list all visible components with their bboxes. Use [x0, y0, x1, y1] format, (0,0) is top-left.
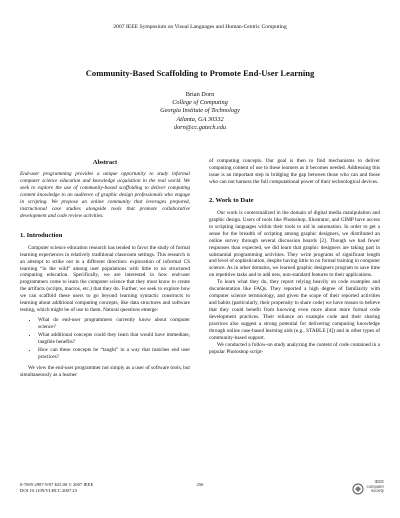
section-2-paragraph-1: Our work is contextualized in the domain of digital media manipulation and graphic design. Users of tools like Photoshop, Illustrator, and GIMP have access to scripting languages within their tools to aid in automation. In order to get a sense for the breadth of scripting among graphic designers, we distributed an online survey through several discussion boards [2]. Though we had fewer responses than expected, we did learn that graphic designers are taking part in substantial programming activities. They write programs of significant length and level of sophistication, despite having little to no formal training in computer science. As in other domains, we learned graphic designers program to save time on repetitive tasks and to add new, non-standard features to their applications. — [209, 209, 380, 279]
page-number: 256 — [196, 482, 204, 487]
intro-paragraph-2: We view the end-user programmer not simply as a user of software tools, but simultaneously as a learner — [20, 364, 190, 378]
logo-text-line-1: IEEE — [374, 479, 384, 484]
author-location: Atlanta, GA 30332 — [176, 115, 224, 123]
footer-doi: DOI 10.1109/VLHCC.2007.23 — [20, 488, 77, 493]
list-item: • What additional concepts could they learn that would have immediate, tangible benefits? — [38, 332, 190, 346]
author-affiliation-2: Georgia Institute of Technology — [160, 107, 240, 115]
ieee-computer-society-logo — [352, 480, 384, 502]
intro-heading: 1. Introduction — [20, 231, 63, 239]
intro-paragraph-1: Computer science education research has tended to favor the study of formal learning experiences in relatively traditional classroom settings. This research is an attempt to strike out in a different direction: exploration of informal CS learning “in the wild” among user populations with little to no structured computing education. Specifically, we are interested in how end-user programmers come to learn the computer science that they must know to create the artifacts (scripts, macros, etc.) that they do. Further, we seek to explore how we can scaffold these users to go beyond learning syntactic constructs to learning about additional computing concepts, like data structures and software testing, which might be of use to them. Natural questions emerge: — [20, 244, 190, 314]
list-item: • What do end-user programmers currently know about computer science? — [38, 317, 190, 331]
left-column — [20, 158, 190, 379]
logo-text-line-2: computer — [366, 483, 384, 489]
section-2-paragraph-3: We conducted a follow-on study analyzing the content of code contained in a popular Photoshop script- — [209, 341, 380, 355]
footer-isbn: 0-7695-2987-9/07 $25.00 © 2007 IEEE — [20, 482, 94, 487]
conference-header: 2007 IEEE Symposium on Visual Languages and Human-Centric Computing — [113, 24, 287, 30]
right-column — [209, 158, 380, 356]
abstract-text: End-user programming provides a unique opportunity to study informal computer science education and knowledge acquisition in the real world. We seek to explore the use of community-based scaffolding to deliver computing content knowledge to an audience of graphic design professionals who engage in scripting. We propose an online community that leverages prepared, instructional case studies alongside tools that promote collaborative development and code review activities. — [20, 171, 190, 219]
logo-text-line-3: society — [370, 488, 384, 494]
section-2-paragraph-2: To learn what they do, they report relying heavily on code examples and documentation like FAQs. They reported a high degree of familiarity with computer science terminology, and given the scope of their reported activities and habits (particularly, their propensity to share code) we have reason to believe that they could benefit from knowing even more about more formal code development practices. Their reliance on example code and their sharing practices also suggest a strong potential for delivering computing knowledge through online case-based learning aids (e.g., STABLE [4]) and in other types of community-based support. — [209, 279, 380, 341]
abstract-heading: Abstract — [92, 159, 118, 166]
section-2-heading: 2. Work to Date — [209, 196, 254, 204]
paper-title: Community-Based Scaffolding to Promote End-User Learning — [85, 68, 315, 78]
logo-mark-icon — [352, 483, 364, 495]
list-item: • How can these concepts be “taught” in a way that matches end user practices? — [38, 347, 190, 361]
author-block — [0, 91, 400, 132]
question-list — [20, 317, 190, 361]
intro-continuation: of computing concepts. Our goal is then to find mechanisms to deliver computing content of use to these learners as it becomes needed. Addressing this issue is an important step in bridging the gap between those who can and those who can not harness the full computational power of their technological devices. — [209, 158, 380, 185]
author-name: Brian Dorn — [185, 91, 215, 98]
author-email: dorn@cc.gatech.edu — [173, 123, 227, 131]
author-affiliation-1: College of Computing — [172, 99, 228, 107]
